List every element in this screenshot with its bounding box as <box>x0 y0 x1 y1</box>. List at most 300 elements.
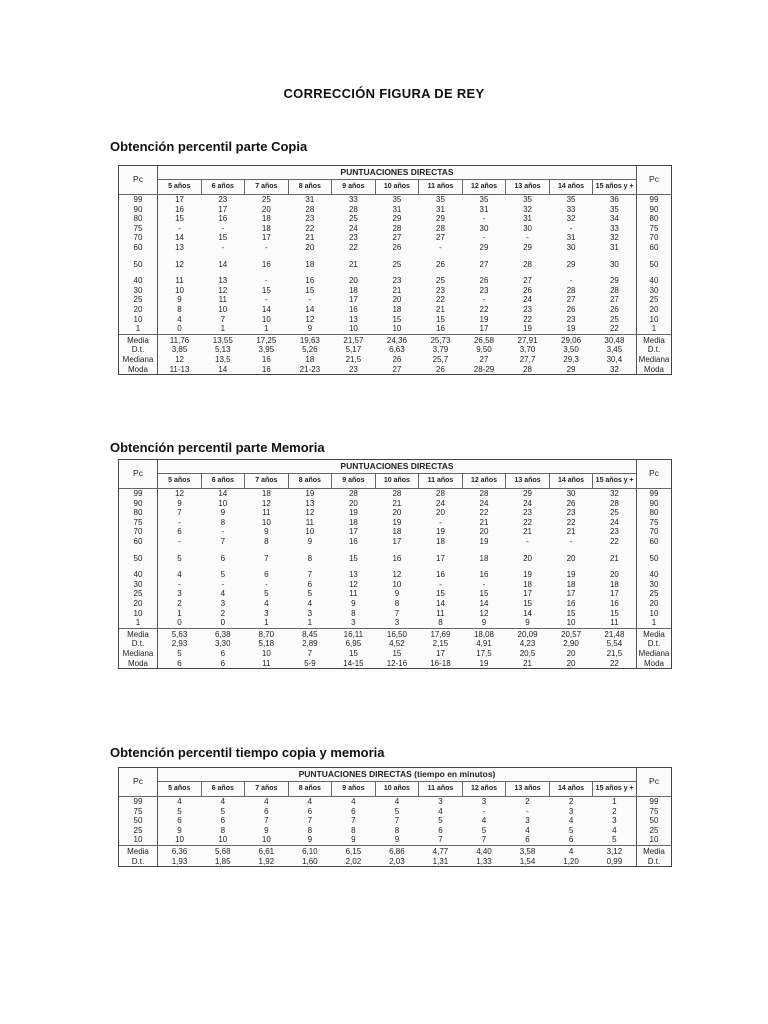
score-cell: 5 <box>438 816 443 826</box>
pc-cell-right: 50 <box>637 260 672 270</box>
score-cell: 3 <box>568 806 574 816</box>
stat-cell: 26 <box>392 354 402 364</box>
score-cell: - <box>221 242 225 252</box>
stat-cell: 1,54 <box>519 856 536 866</box>
score-cell: 10 <box>392 324 402 334</box>
score-cell: 19 <box>479 536 489 546</box>
table-row <box>119 580 671 590</box>
score-cell: 19 <box>305 489 315 498</box>
stat-cell: 24,36 <box>375 334 419 345</box>
age-header: 14 años <box>549 474 593 489</box>
stat-cell: 14 <box>218 364 228 374</box>
score-cell: 11 <box>610 618 619 628</box>
score-cell: 2 <box>568 797 574 806</box>
score-cell: 18 <box>348 285 358 295</box>
stat-label-right: Mediana <box>637 355 672 365</box>
stat-cell: 21,5 <box>345 354 362 364</box>
score-cell: 19 <box>392 517 402 527</box>
score-cell: 12 <box>261 498 271 508</box>
score-cell: 28 <box>609 285 619 295</box>
score-cell: 32 <box>566 214 576 224</box>
score-cell: 35 <box>523 195 532 204</box>
score-cell: - <box>221 579 225 589</box>
score-cell: 4 <box>220 589 226 599</box>
score-cell: 16 <box>261 259 271 269</box>
stat-cell: 16,50 <box>375 628 419 639</box>
age-header-row <box>119 782 671 797</box>
age-header-row <box>119 180 671 195</box>
score-cell: 12 <box>175 259 184 269</box>
stat-cell: 20 <box>566 648 576 658</box>
score-cell: 9 <box>264 825 269 835</box>
stat-cell: 21-23 <box>299 364 321 374</box>
score-cell: 4 <box>525 825 530 835</box>
score-cell: 9 <box>307 324 313 334</box>
score-cell: 9 <box>351 835 356 845</box>
score-cell: 17 <box>348 527 358 537</box>
stat-cell: 2,93 <box>171 639 188 649</box>
stat-cell: 3,12 <box>593 845 637 856</box>
score-cell: 6 <box>177 527 182 537</box>
table-row <box>119 554 671 564</box>
stat-cell: 28-29 <box>473 364 495 374</box>
score-cell: 9 <box>177 825 182 835</box>
table-tiempo <box>118 767 672 867</box>
score-cell: 18 <box>261 214 271 224</box>
score-cell: 3 <box>351 618 356 628</box>
score-cell: 21 <box>392 498 402 508</box>
score-cell: 15 <box>348 553 358 563</box>
table-row <box>119 233 671 243</box>
score-cell: - <box>482 579 486 589</box>
stat-cell: 1,92 <box>258 856 275 866</box>
score-cell: 18 <box>261 489 271 498</box>
percentile-table-tiempo <box>119 768 671 866</box>
pc-cell-right: 70 <box>637 233 672 243</box>
stat-label-right: Mediana <box>637 649 672 659</box>
score-cell: 14 <box>523 608 532 618</box>
score-cell: 10 <box>261 517 271 527</box>
table-copia <box>118 165 672 375</box>
score-cell: 24 <box>479 498 489 508</box>
score-cell: 7 <box>264 553 269 563</box>
stat-cell: 19 <box>479 658 489 668</box>
stat-cell: 15 <box>392 648 402 658</box>
stat-row <box>119 845 671 856</box>
stat-cell: 2,02 <box>345 856 362 866</box>
score-cell: 8 <box>351 825 356 835</box>
stat-cell: 2,15 <box>432 639 449 649</box>
spacer-cell <box>637 547 672 554</box>
pc-cell: 75 <box>119 224 158 234</box>
age-header: 8 años <box>288 474 332 489</box>
table-row <box>119 835 671 845</box>
stat-cell: 20 <box>566 658 576 668</box>
score-cell: 6 <box>264 806 269 816</box>
stat-cell: 5,18 <box>258 639 275 649</box>
score-cell: 27 <box>523 276 532 286</box>
stat-cell: 25,73 <box>419 334 463 345</box>
score-cell: 3 <box>264 608 269 618</box>
stat-cell: 6 <box>220 658 226 668</box>
score-cell: 35 <box>566 195 576 204</box>
score-cell: 18 <box>609 579 619 589</box>
score-cell: 13 <box>348 570 358 580</box>
score-cell: 15 <box>566 608 576 618</box>
stat-cell: 3,70 <box>519 345 536 355</box>
score-cell: 8 <box>438 618 443 628</box>
pc-cell-right: 75 <box>637 518 672 528</box>
stat-cell: 10 <box>261 648 271 658</box>
stat-cell: 17 <box>436 648 445 658</box>
header-row <box>119 460 671 474</box>
score-cell: - <box>264 295 268 305</box>
score-cell: 9 <box>177 498 182 508</box>
header-row <box>119 166 671 180</box>
score-cell: 15 <box>175 214 184 224</box>
score-cell: 0 <box>220 618 226 628</box>
score-cell: 6 <box>351 806 356 816</box>
age-header: 13 años <box>506 180 550 195</box>
table-row <box>119 286 671 296</box>
score-cell: 5 <box>307 589 313 599</box>
section-title-copia: Obtención percentil parte Copia <box>110 139 308 154</box>
score-cell: 25 <box>392 259 402 269</box>
score-cell: - <box>482 806 486 816</box>
stat-cell: 29,3 <box>563 354 579 364</box>
score-cell: 12 <box>305 508 315 518</box>
stat-cell: 20,09 <box>506 628 550 639</box>
score-cell: 25 <box>348 214 358 224</box>
pc-cell-right: 30 <box>637 580 672 590</box>
score-cell: 28 <box>436 489 445 498</box>
score-cell: - <box>526 233 529 243</box>
pc-cell-right: 80 <box>637 508 672 518</box>
age-header: 10 años <box>375 180 419 195</box>
stat-row <box>119 334 671 345</box>
score-cell: 28 <box>348 204 358 214</box>
table-row <box>119 609 671 619</box>
spacer-cell <box>119 253 158 260</box>
spacer-cell <box>119 563 158 570</box>
pc-cell: 80 <box>119 508 158 518</box>
table-row <box>119 826 671 836</box>
score-cell: 14 <box>261 304 271 314</box>
score-cell: 18 <box>392 527 402 537</box>
score-cell: 20 <box>479 527 489 537</box>
score-cell: 7 <box>177 508 182 518</box>
score-cell: 10 <box>261 835 271 845</box>
score-cell: 13 <box>305 498 315 508</box>
score-cell: 32 <box>523 204 532 214</box>
score-cell: 9 <box>394 835 400 845</box>
pc-cell: 1 <box>119 618 158 628</box>
stat-cell: 21 <box>523 658 532 668</box>
pc-cell: 25 <box>119 295 158 305</box>
table-row <box>119 599 671 609</box>
stat-row <box>119 857 671 867</box>
pc-cell-right: 60 <box>637 537 672 547</box>
pc-cell-right: 1 <box>637 324 672 334</box>
stat-cell: 16-18 <box>430 658 451 668</box>
score-cell: 10 <box>175 285 184 295</box>
score-cell: 7 <box>394 816 400 826</box>
pc-cell: 25 <box>119 589 158 599</box>
score-cell: 5 <box>220 570 226 580</box>
stat-cell: 1,20 <box>563 856 579 866</box>
pc-cell-right: 40 <box>637 276 672 286</box>
pc-cell-right: 80 <box>637 214 672 224</box>
stat-cell: 6,15 <box>332 845 376 856</box>
header-row <box>119 768 671 782</box>
stat-cell: 17,69 <box>419 628 463 639</box>
table-row <box>119 489 671 499</box>
pc-cell-right: 10 <box>637 609 672 619</box>
score-cell: 2 <box>177 598 182 608</box>
score-cell: 14 <box>218 259 228 269</box>
score-cell: 4 <box>307 797 313 806</box>
score-cell: 9 <box>177 295 182 305</box>
stat-label-right: Media <box>637 628 672 639</box>
score-cell: 28 <box>348 489 358 498</box>
stat-cell: 3,50 <box>563 345 579 355</box>
score-cell: 17 <box>218 204 228 214</box>
score-cell: 31 <box>566 233 576 243</box>
score-cell: 10 <box>261 314 271 324</box>
score-cell: 15 <box>305 285 315 295</box>
stat-cell: 16 <box>261 354 271 364</box>
stat-cell: 12 <box>175 354 184 364</box>
score-cell: 0 <box>177 324 182 334</box>
pc-cell: 75 <box>119 807 158 817</box>
stat-row <box>119 659 671 669</box>
pc-cell-right: 90 <box>637 499 672 509</box>
stat-cell: 8,70 <box>245 628 289 639</box>
spacer-cell <box>637 269 672 276</box>
percentile-table-copia <box>119 166 671 374</box>
score-cell: 28 <box>436 223 445 233</box>
score-cell: 11 <box>349 589 358 599</box>
stat-cell: 15 <box>348 648 358 658</box>
stat-label-right: Moda <box>637 659 672 669</box>
score-cell: - <box>482 295 486 305</box>
score-cell: 19 <box>566 570 576 580</box>
score-cell: 9 <box>307 835 313 845</box>
pc-cell: 60 <box>119 243 158 253</box>
spacer-cell <box>119 269 158 276</box>
score-cell: 17 <box>175 195 184 204</box>
score-cell: 16 <box>479 570 489 580</box>
stat-label: Media <box>119 845 158 856</box>
pc-header: Pc <box>119 166 158 195</box>
score-cell: 27 <box>479 259 489 269</box>
score-cell: 23 <box>566 314 576 324</box>
score-cell: 12 <box>392 570 402 580</box>
stat-cell: 6,38 <box>201 628 245 639</box>
score-cell: 23 <box>348 233 358 243</box>
stat-label: Media <box>119 334 158 345</box>
score-cell: 19 <box>348 508 358 518</box>
stat-cell: 4,91 <box>476 639 492 649</box>
score-cell: 3 <box>612 816 617 826</box>
score-cell: 30 <box>566 489 576 498</box>
score-cell: 4 <box>264 797 269 806</box>
score-cell: 17 <box>348 295 358 305</box>
pc-cell-right: 99 <box>637 489 672 499</box>
age-header: 6 años <box>201 474 245 489</box>
stat-row <box>119 649 671 659</box>
score-cell: 35 <box>436 195 445 204</box>
score-cell: 16 <box>218 214 228 224</box>
score-cell: 21 <box>479 517 489 527</box>
stat-cell: 27 <box>479 354 489 364</box>
score-cell: 6 <box>177 816 182 826</box>
pc-cell: 75 <box>119 518 158 528</box>
table-row <box>119 518 671 528</box>
pc-cell: 90 <box>119 205 158 215</box>
score-cell: 16 <box>348 304 358 314</box>
score-cell: 4 <box>481 816 487 826</box>
score-cell: 20 <box>305 242 315 252</box>
stat-label: Moda <box>119 659 158 669</box>
score-cell: - <box>526 536 529 546</box>
score-cell: 18 <box>479 553 489 563</box>
score-cell: - <box>308 295 312 305</box>
score-cell: 5 <box>568 825 574 835</box>
score-cell: 7 <box>307 570 313 580</box>
score-cell: 20 <box>523 553 532 563</box>
section-title-memoria: Obtención percentil parte Memoria <box>110 440 325 455</box>
score-cell: - <box>221 223 225 233</box>
score-cell: 31 <box>436 204 445 214</box>
stat-cell: 13,55 <box>201 334 245 345</box>
stat-cell: 32 <box>609 364 619 374</box>
score-cell: 14 <box>436 598 445 608</box>
stat-cell: 8,45 <box>288 628 332 639</box>
stat-cell: 20,5 <box>519 648 536 658</box>
score-cell: 5 <box>177 553 182 563</box>
score-cell: 19 <box>523 324 532 334</box>
pc-cell: 50 <box>119 260 158 270</box>
score-cell: 8 <box>394 598 400 608</box>
pc-header: Pc <box>119 768 158 797</box>
stat-label: Mediana <box>119 649 158 659</box>
pc-cell: 90 <box>119 499 158 509</box>
pc-cell-right: 60 <box>637 243 672 253</box>
score-cell: 16 <box>305 276 315 286</box>
score-cell: 18 <box>261 223 271 233</box>
pc-cell: 40 <box>119 570 158 580</box>
table-row <box>119 243 671 253</box>
score-cell: 22 <box>523 517 532 527</box>
score-cell: 6 <box>264 570 269 580</box>
stat-cell: 5,68 <box>201 845 245 856</box>
score-cell: 6 <box>307 579 313 589</box>
spacer-cell <box>158 563 637 570</box>
stat-cell: 13,5 <box>215 354 231 364</box>
score-cell: 3 <box>525 816 530 826</box>
pc-cell-right: 50 <box>637 816 672 826</box>
score-cell: 4 <box>612 825 617 835</box>
stat-cell: 5,63 <box>158 628 202 639</box>
stat-cell: 14-15 <box>343 658 364 668</box>
age-header: 15 años y + <box>593 180 637 195</box>
score-cell: 18 <box>436 536 445 546</box>
stat-cell: 1,85 <box>215 856 231 866</box>
score-cell: 16 <box>175 204 184 214</box>
stat-cell: 5-9 <box>304 658 316 668</box>
table-row <box>119 797 671 807</box>
score-cell: 22 <box>305 223 315 233</box>
stat-cell: 16,11 <box>332 628 376 639</box>
pc-header-right: Pc <box>637 460 672 489</box>
score-cell: - <box>178 536 181 546</box>
score-cell: 6 <box>220 553 226 563</box>
pc-cell-right: 25 <box>637 826 672 836</box>
score-cell: - <box>264 276 268 286</box>
score-cell: 6 <box>525 835 530 845</box>
score-cell: 3 <box>177 589 182 599</box>
score-cell: 12 <box>479 608 489 618</box>
pc-cell: 99 <box>119 489 158 499</box>
stat-cell: 5,17 <box>345 345 362 355</box>
stat-cell: 23 <box>348 364 358 374</box>
score-cell: 3 <box>481 797 487 806</box>
stat-cell: 6,95 <box>345 639 362 649</box>
score-cell: 20 <box>261 204 271 214</box>
score-cell: 10 <box>392 579 402 589</box>
score-cell: 28 <box>566 285 576 295</box>
spacer-row <box>119 547 671 554</box>
pc-cell-right: 20 <box>637 305 672 315</box>
score-cell: 29 <box>523 489 532 498</box>
score-cell: 18 <box>305 259 315 269</box>
score-cell: 18 <box>523 579 532 589</box>
table-row <box>119 508 671 518</box>
stat-cell: 18,08 <box>462 628 506 639</box>
score-cell: 24 <box>523 498 532 508</box>
pc-cell: 20 <box>119 599 158 609</box>
stat-cell: 20,57 <box>549 628 593 639</box>
score-cell: 15 <box>479 589 489 599</box>
score-cell: 29 <box>609 276 619 286</box>
score-cell: 4 <box>394 797 400 806</box>
score-cell: 24 <box>609 517 619 527</box>
score-cell: 21 <box>566 527 576 537</box>
score-cell: 8 <box>220 517 226 527</box>
stat-cell: 3,85 <box>171 345 188 355</box>
score-cell: 13 <box>218 276 228 286</box>
score-cell: 8 <box>351 608 356 618</box>
score-cell: 24 <box>523 295 532 305</box>
stat-label: D.t. <box>119 639 158 649</box>
score-cell: 3 <box>307 608 313 618</box>
age-header: 14 años <box>549 180 593 195</box>
score-cell: 23 <box>218 195 228 204</box>
table-row <box>119 214 671 224</box>
stat-cell: 1,31 <box>432 856 449 866</box>
score-cell: 4 <box>438 806 443 816</box>
age-header: 6 años <box>201 782 245 797</box>
score-cell: 21 <box>348 259 358 269</box>
score-cell: 26 <box>566 304 576 314</box>
stat-cell: 4,52 <box>389 639 405 649</box>
score-cell: 15 <box>523 598 532 608</box>
score-cell: 30 <box>566 242 576 252</box>
score-cell: 13 <box>175 242 184 252</box>
age-header: 13 años <box>506 782 550 797</box>
score-cell: 12 <box>218 285 228 295</box>
